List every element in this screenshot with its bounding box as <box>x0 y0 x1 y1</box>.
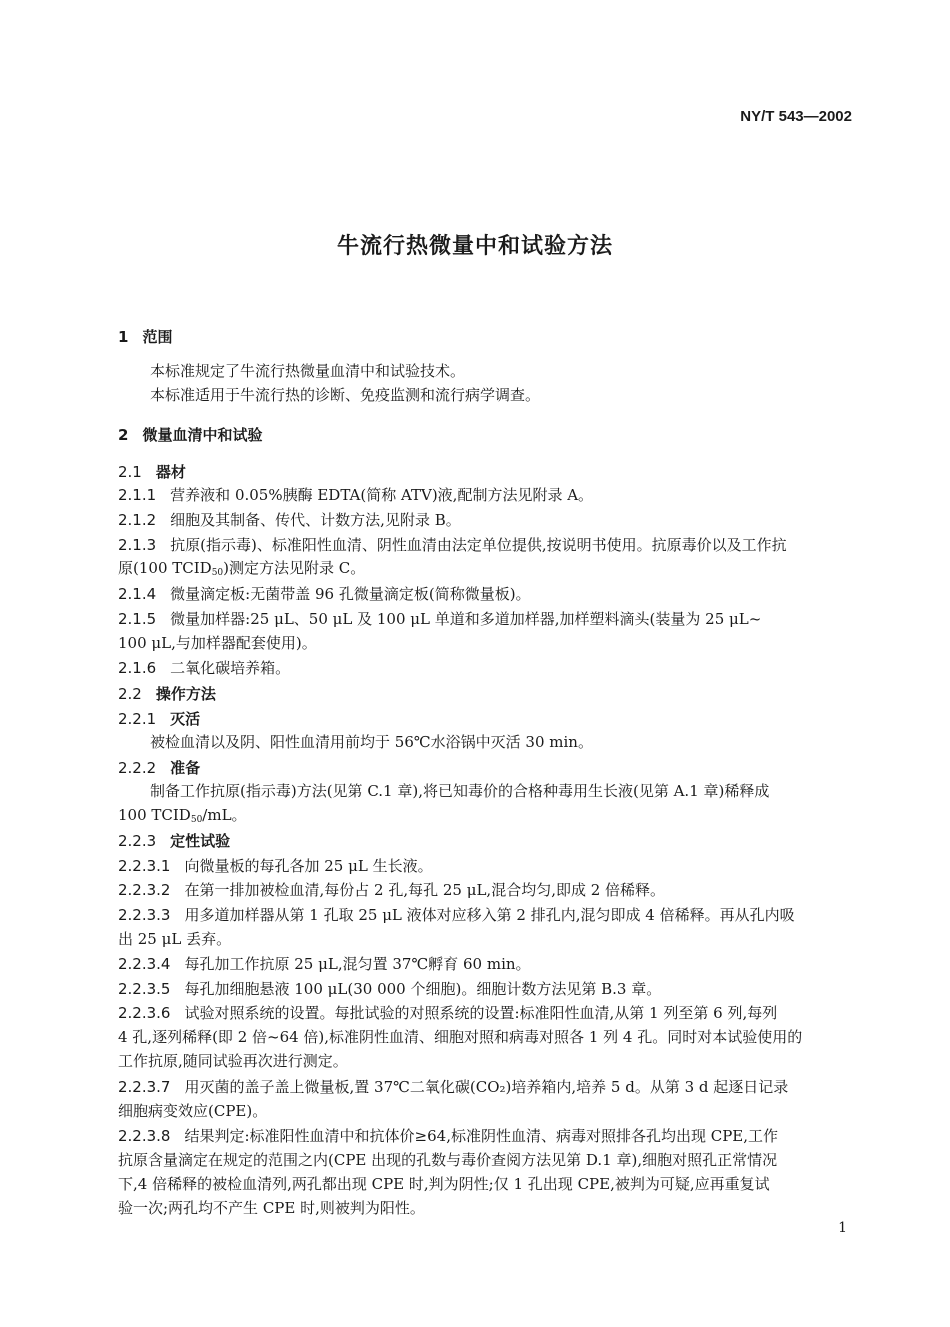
clause-text: 每孔加细胞悬液 100 μL(30 000 个细胞)。细胞计数方法见第 B.3 章。 <box>184 980 662 998</box>
section-2-2-heading <box>118 683 863 705</box>
clause-continuation: 抗原含量滴定在规定的范围之内(CPE 出现的孔数与毒价查阅方法见第 D.1 章),细胞对照孔正常情况 <box>118 1151 778 1169</box>
section-1-heading <box>118 326 863 348</box>
clause-text: 用灭菌的盖子盖上微量板,置 37℃二氧化碳(CO₂)培养箱内,培养 5 d。从第 3 d 起逐日记录 <box>184 1078 789 1096</box>
section-2-2-1-heading <box>118 708 863 730</box>
section-title: 器材 <box>155 463 186 481</box>
clause-2-1-4 <box>118 583 863 605</box>
clause-number: 2.2.3.7 <box>118 1078 171 1096</box>
paragraph-continuation <box>118 804 863 831</box>
clause-number: 2.1.6 <box>118 659 157 677</box>
clause-2-2-3-1 <box>118 855 863 877</box>
clause-number: 2.1.4 <box>118 585 157 603</box>
clause-text: 细胞及其制备、传代、计数方法,见附录 B。 <box>170 511 461 529</box>
paragraph: 本标准适用于牛流行热的诊断、免疫监测和流行病学调查。 <box>150 386 541 404</box>
section-number: 1 <box>118 328 129 346</box>
clause-text: 二氧化碳培养箱。 <box>170 659 291 677</box>
section-title: 范围 <box>142 328 173 346</box>
text: 100 TCID <box>118 806 191 824</box>
clause-continuation: 100 μL,与加样器配套使用)。 <box>118 634 317 652</box>
text: )测定方法见附录 C。 <box>223 559 366 577</box>
clause-number: 2.2.3.6 <box>118 1004 171 1022</box>
clause-number: 2.2.3.2 <box>118 881 171 899</box>
document-id: NY/T 543—2002 <box>740 108 852 125</box>
clause-2-1-6 <box>118 657 863 679</box>
section-number: 2.2.3 <box>118 832 157 850</box>
clause-text: 微量加样器:25 μL、50 μL 及 100 μL 单道和多道加样器,加样塑料滴头(装量为 25 μL~ <box>170 610 762 628</box>
clause-number: 2.1.3 <box>118 536 157 554</box>
clause-continuation: 出 25 μL 丢弃。 <box>118 930 232 948</box>
page-title: 牛流行热微量中和试验方法 <box>336 234 613 259</box>
clause-continuation: 验一次;两孔均不产生 CPE 时,则被判为阳性。 <box>118 1199 425 1217</box>
clause-2-2-3-2 <box>118 879 863 901</box>
section-number: 2.1 <box>118 463 142 481</box>
subscript: 50 <box>190 815 203 825</box>
clause-text: 营养液和 0.05%胰酶 EDTA(简称 ATV)液,配制方法见附录 A。 <box>170 486 594 504</box>
clause-number: 2.1.1 <box>118 486 157 504</box>
clause-2-1-1 <box>118 484 863 506</box>
section-title: 操作方法 <box>155 685 216 703</box>
subscript: 50 <box>211 568 224 578</box>
section-2-heading <box>118 424 863 446</box>
clause-continuation: 细胞病变效应(CPE)。 <box>118 1102 268 1120</box>
clause-number: 2.2.3.8 <box>118 1127 171 1145</box>
section-2-1-heading <box>118 461 863 483</box>
clause-continuation: 4 孔,逐列稀释(即 2 倍~64 倍),标准阴性血清、细胞对照和病毒对照各 1 列 4 孔。同时对本试验使用的 <box>118 1028 803 1046</box>
page-number: 1 <box>838 1220 847 1236</box>
paragraph: 本标准规定了牛流行热微量血清中和试验技术。 <box>150 362 466 380</box>
clause-2-1-5 <box>118 608 863 630</box>
clause-number: 2.1.5 <box>118 610 157 628</box>
section-number: 2.2.2 <box>118 759 157 777</box>
section-title: 定性试验 <box>170 832 231 850</box>
clause-text: 用多道加样器从第 1 孔取 25 μL 液体对应移入第 2 排孔内,混匀即成 4 倍稀释。再从孔内吸 <box>184 906 795 924</box>
clause-2-2-3-4 <box>118 953 863 975</box>
section-number: 2.2.1 <box>118 710 157 728</box>
clause-number: 2.2.3.3 <box>118 906 171 924</box>
section-title: 准备 <box>170 759 201 777</box>
clause-number: 2.2.3.4 <box>118 955 171 973</box>
paragraph: 制备工作抗原(指示毒)方法(见第 C.1 章),将已知毒价的合格种毒用生长液(见第 A.1 章)稀释成 <box>150 782 770 800</box>
clause-2-2-3-5 <box>118 978 863 1000</box>
text: 原(100 TCID <box>118 559 212 577</box>
section-2-2-2-heading <box>118 757 863 779</box>
clause-2-1-2 <box>118 509 863 531</box>
clause-text: 向微量板的每孔各加 25 μL 生长液。 <box>184 857 433 875</box>
section-title: 微量血清中和试验 <box>142 426 263 444</box>
clause-2-2-3-7 <box>118 1076 863 1098</box>
section-2-2-3-heading <box>118 830 863 852</box>
clause-text: 微量滴定板:无菌带盖 96 孔微量滴定板(简称微量板)。 <box>170 585 531 603</box>
text: /mL。 <box>202 806 247 824</box>
clause-text: 结果判定:标准阳性血清中和抗体价≥64,标准阴性血清、病毒对照排各孔均出现 CPE,工作 <box>184 1127 779 1145</box>
clause-continuation <box>118 557 863 584</box>
clause-text: 试验对照系统的设置。每批试验的对照系统的设置:标准阳性血清,从第 1 列至第 6 列,每列 <box>184 1004 778 1022</box>
clause-continuation: 工作抗原,随同试验再次进行测定。 <box>118 1052 348 1070</box>
clause-number: 2.2.3.5 <box>118 980 171 998</box>
section-number: 2 <box>118 426 129 444</box>
section-number: 2.2 <box>118 685 142 703</box>
clause-2-2-3-6 <box>118 1002 863 1024</box>
clause-continuation: 下,4 倍稀释的被检血清列,两孔都出现 CPE 时,判为阴性;仅 1 孔出现 CPE,被判为可疑,应再重复试 <box>118 1175 770 1193</box>
paragraph: 被检血清以及阴、阳性血清用前均于 56℃水浴锅中灭活 30 min。 <box>150 733 593 751</box>
clause-2-1-3 <box>118 534 863 556</box>
clause-2-2-3-8 <box>118 1125 863 1147</box>
clause-number: 2.1.2 <box>118 511 157 529</box>
clause-text: 在第一排加被检血清,每份占 2 孔,每孔 25 μL,混合均匀,即成 2 倍稀释。 <box>184 881 666 899</box>
clause-text: 抗原(指示毒)、标准阳性血清、阴性血清由法定单位提供,按说明书使用。抗原毒价以及工作抗 <box>170 536 787 554</box>
clause-2-2-3-3 <box>118 904 863 926</box>
clause-text: 每孔加工作抗原 25 μL,混匀置 37℃孵育 60 min。 <box>184 955 531 973</box>
section-title: 灭活 <box>170 710 201 728</box>
clause-number: 2.2.3.1 <box>118 857 171 875</box>
